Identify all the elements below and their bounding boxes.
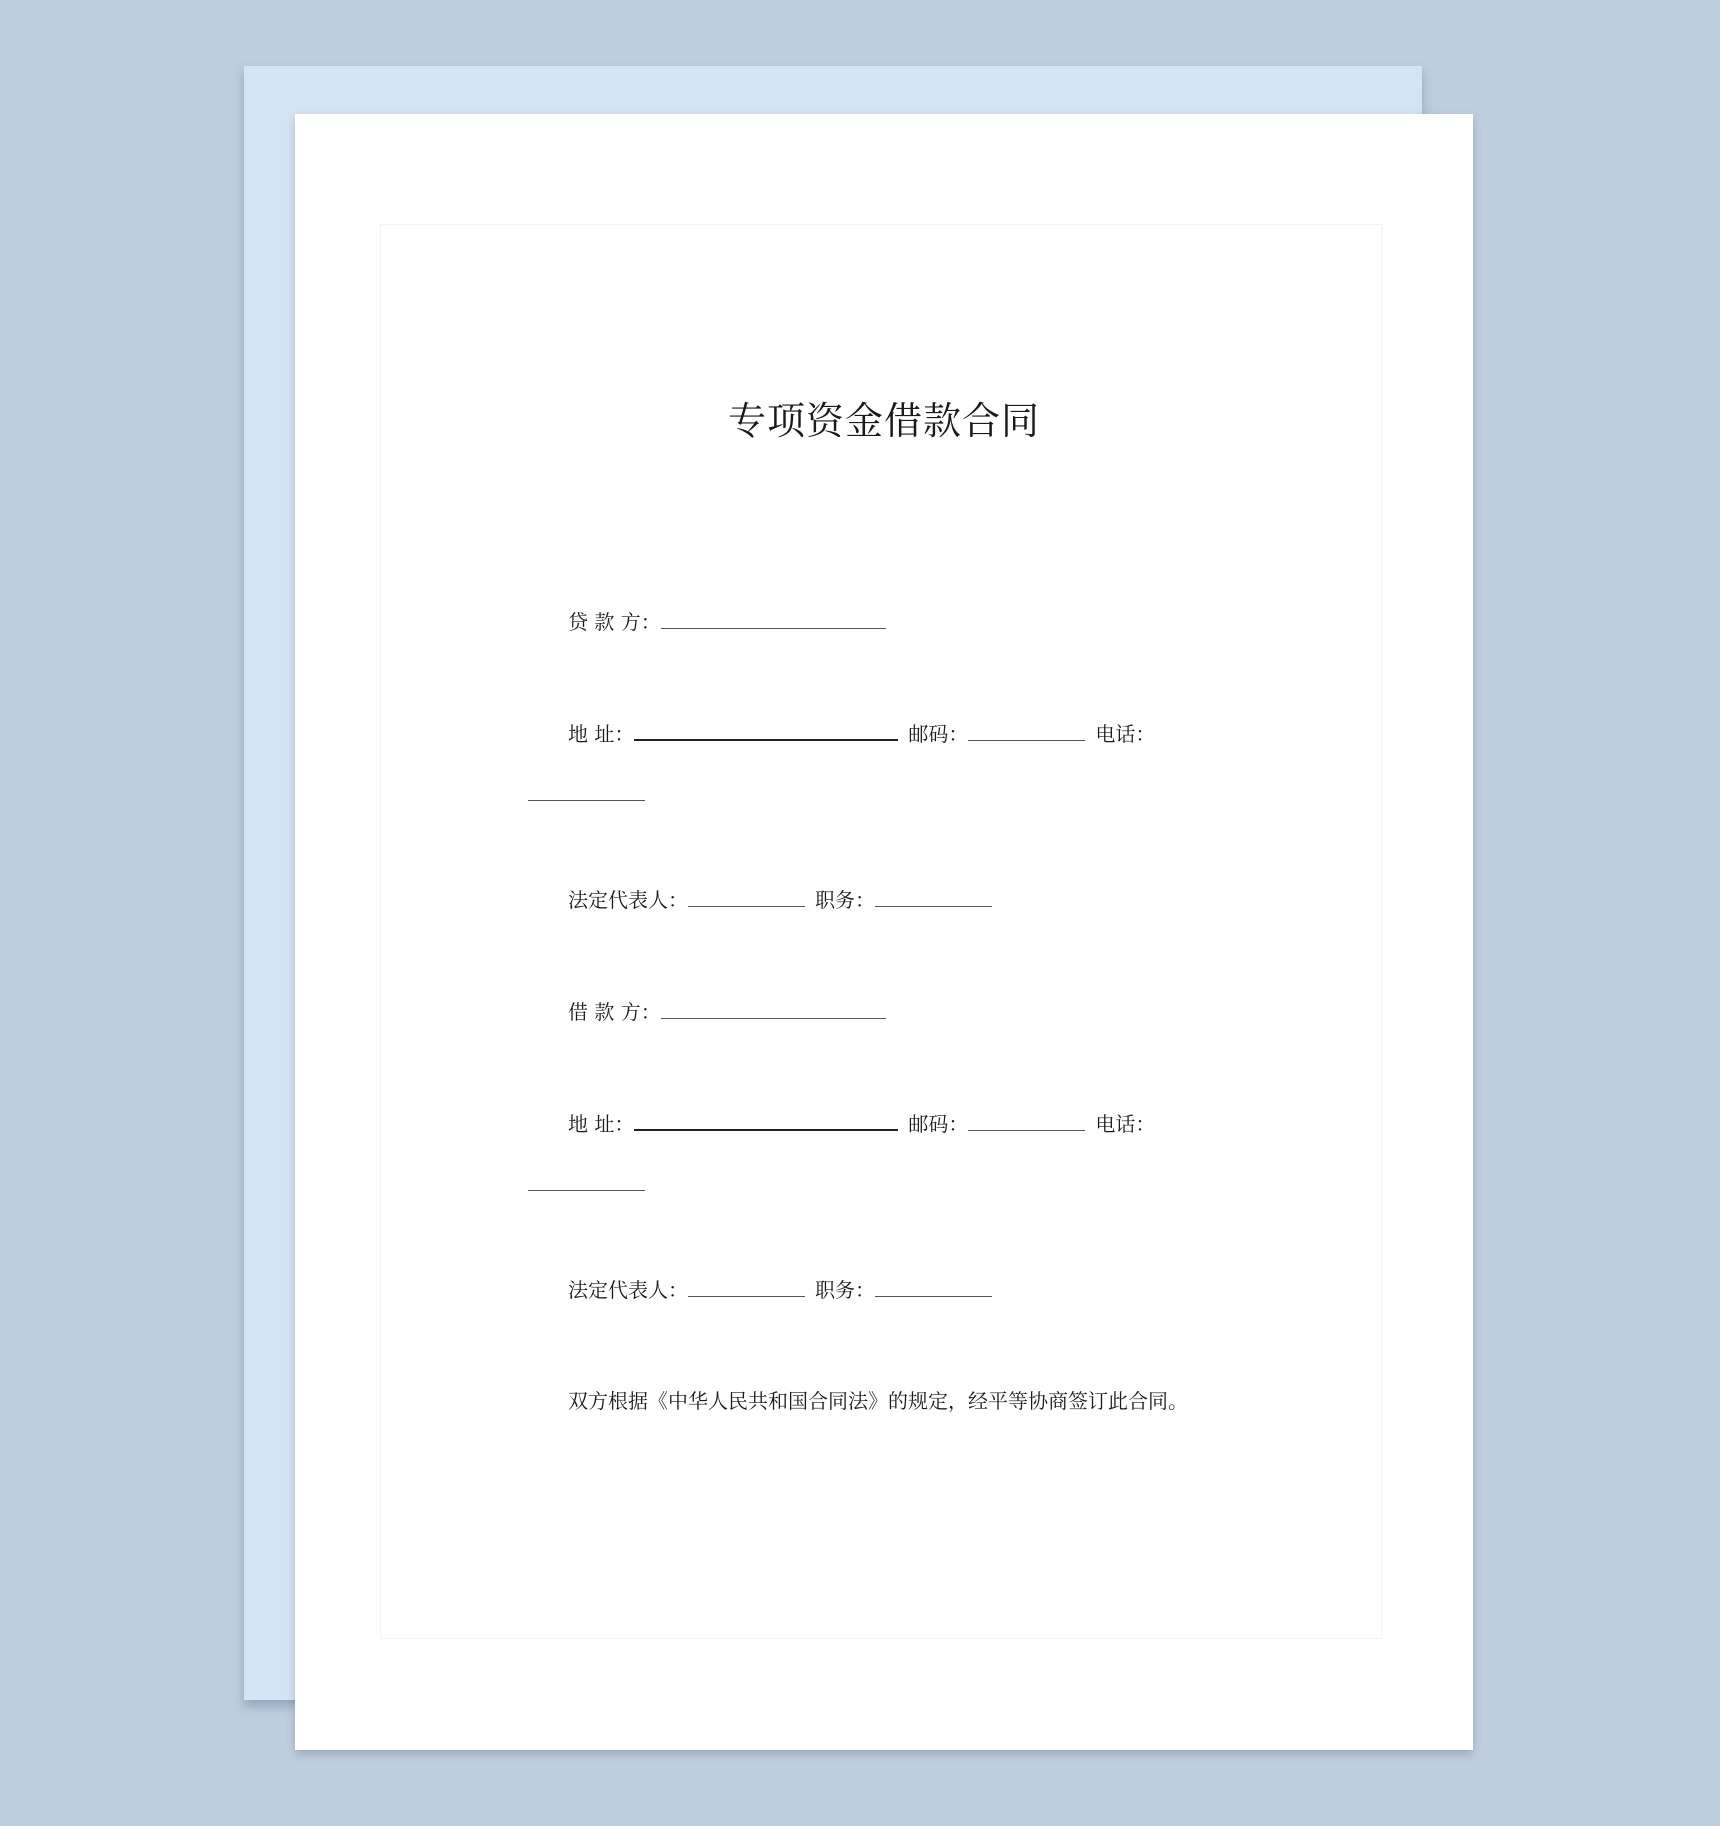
lender-party-label: 贷 款 方： [568, 610, 661, 634]
borrower-rep-blank[interactable] [688, 1276, 805, 1297]
document-page [295, 114, 1473, 1750]
lender-address-label: 地 址： [568, 722, 635, 746]
borrower-address-row [568, 1109, 1155, 1138]
lender-position-blank[interactable] [875, 886, 992, 907]
agreement-statement: 双方根据《中华人民共和国合同法》的规定，经平等协商签订此合同。 [568, 1389, 1188, 1413]
lender-postcode-label: 邮码： [908, 722, 969, 746]
borrower-position-label: 职务： [815, 1278, 875, 1302]
lender-party-blank[interactable] [661, 608, 886, 629]
lender-rep-label: 法定代表人： [568, 888, 688, 912]
borrower-position-blank[interactable] [875, 1276, 992, 1297]
borrower-address-label: 地 址： [568, 1112, 635, 1136]
borrower-party-row [568, 998, 886, 1026]
lender-address-row [568, 719, 1155, 748]
lender-party-row [568, 608, 886, 636]
borrower-party-blank[interactable] [661, 998, 886, 1019]
borrower-phone-label: 电话： [1095, 1112, 1156, 1136]
lender-postcode-blank[interactable] [968, 720, 1085, 741]
borrower-postcode-blank[interactable] [968, 1110, 1085, 1131]
lender-address-blank[interactable] [634, 719, 898, 741]
lender-phone-label: 电话： [1095, 722, 1156, 746]
borrower-postcode-label: 邮码： [908, 1112, 969, 1136]
borrower-phone-blank[interactable] [528, 1190, 645, 1191]
document-title: 专项资金借款合同 [727, 399, 1040, 443]
borrower-rep-row [568, 1276, 992, 1304]
borrower-rep-label: 法定代表人： [568, 1278, 688, 1302]
lender-position-label: 职务： [815, 888, 875, 912]
lender-rep-row [568, 886, 992, 914]
borrower-party-label: 借 款 方： [568, 1000, 661, 1024]
borrower-address-blank[interactable] [634, 1109, 898, 1131]
lender-rep-blank[interactable] [688, 886, 805, 907]
lender-phone-blank[interactable] [528, 800, 645, 801]
